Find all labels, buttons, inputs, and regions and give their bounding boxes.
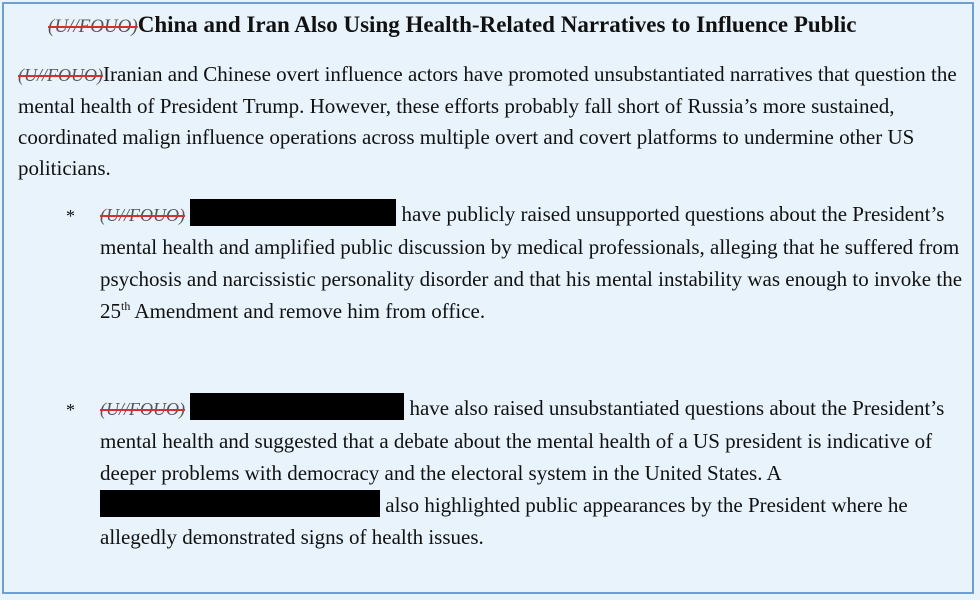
bullet-item-1	[66, 198, 968, 327]
superscript: th	[121, 299, 131, 313]
classification-marking: (U//FOUO)	[100, 399, 185, 419]
document-box	[2, 2, 974, 594]
bullet-item-2	[66, 392, 968, 553]
bullet-symbol: *	[66, 206, 75, 226]
bullet-symbol: *	[66, 400, 75, 420]
bullet-text-b: also highlighted public appearances by the President where he allegedly demonstrated signs of health issues.	[100, 493, 908, 549]
classification-marking: (U//FOUO)	[100, 205, 185, 225]
bullet-text-b: Amendment and remove him from office.	[130, 299, 486, 323]
intro-paragraph	[18, 59, 958, 184]
classification-marking: (U//FOUO)	[18, 65, 103, 85]
redaction-bar	[100, 490, 380, 517]
classification-marking: (U//FOUO)	[48, 16, 138, 37]
title-text: China and Iran Also Using Health-Related Narratives to Influence Public	[137, 12, 857, 37]
bullet-text-a: have also raised unsubstantiated questions about the President’s mental health and suggested that a debate about the mental health of a US president is indicative of deeper problems with democracy and the electoral system in the United States. A	[100, 396, 945, 485]
intro-text: Iranian and Chinese overt influence actors have promoted unsubstantiated narratives that question the mental health of President Trump. However, these efforts probably fall short of Russia’s more sustained, coordinated malign influence operations across multiple overt and covert platforms to undermine other US politicians.	[18, 62, 957, 180]
bullet-text-a: have publicly raised unsupported questions about the President’s mental health and amplified public discussion by medical professionals, alleging that he suffered from psychosis and narcissistic personality disorder and that his mental instability was enough to invoke the 25	[100, 202, 963, 323]
redaction-bar	[190, 393, 404, 420]
document-title	[48, 12, 856, 38]
redaction-bar	[190, 199, 396, 226]
